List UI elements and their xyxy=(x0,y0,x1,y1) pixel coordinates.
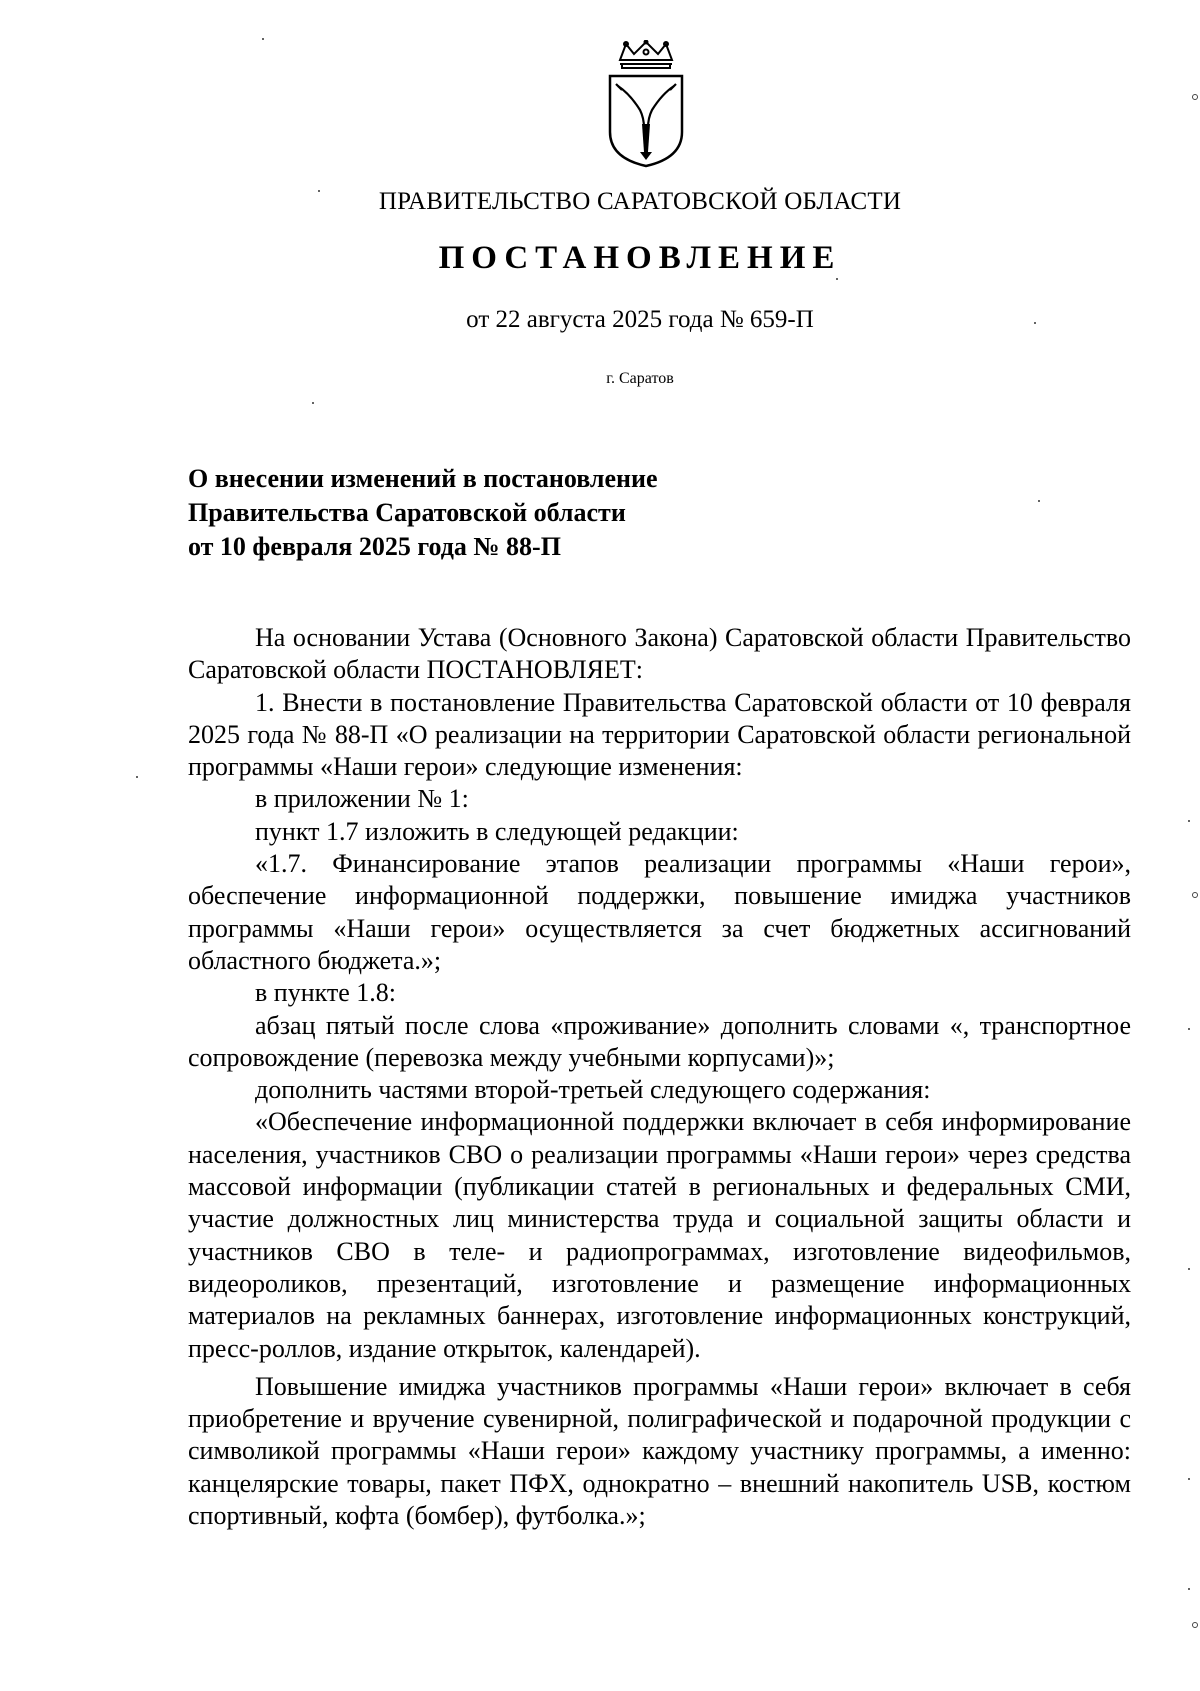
scan-speck xyxy=(318,190,320,192)
body-paragraph: На основании Устава (Основного Закона) Саратовской области Правительство Саратовской области ПОСТАНОВЛЯЕТ: xyxy=(188,623,1131,685)
scan-speck xyxy=(1038,500,1040,502)
scan-speck xyxy=(1188,1588,1190,1590)
body-paragraph: абзац пятый после слова «проживание» дополнить словами «, транспортное сопровождение (перевозка между учебными корпусами)»; xyxy=(188,1010,1131,1072)
scan-speck xyxy=(262,38,264,40)
document-body xyxy=(188,622,1131,1532)
scan-speck xyxy=(1188,1028,1190,1030)
scan-speck xyxy=(312,402,314,404)
body-paragraph: «1.7. Финансирование этапов реализации программы «Наши герои», обеспечение информационной поддержки, повышение имиджа участников программы «Наши герои» осуществляется за счет бюджетных ассигнований областного бюджета.»; xyxy=(188,849,1131,975)
scan-speck xyxy=(1188,820,1190,822)
subject-line: от 10 февраля 2025 года № 88-П xyxy=(188,532,561,561)
scan-speck xyxy=(1188,1478,1190,1480)
document-date-number: от 22 августа 2025 года № 659-П xyxy=(466,306,814,333)
organization-name: ПРАВИТЕЛЬСТВО САРАТОВСКОЙ ОБЛАСТИ xyxy=(378,188,902,215)
document-subject xyxy=(188,462,658,564)
scan-speck xyxy=(1034,322,1036,324)
document-type-title: ПОСТАНОВЛЕНИЕ xyxy=(438,240,842,276)
scan-hole xyxy=(1192,892,1198,898)
body-paragraph: в приложении № 1: xyxy=(255,784,469,814)
body-paragraph: дополнить частями второй-третьей следующего содержания: xyxy=(255,1075,931,1105)
document-city: г. Саратов xyxy=(606,370,674,387)
scan-speck xyxy=(836,278,838,280)
body-paragraph: 1. Внести в постановление Правительства Саратовской области от 10 февраля 2025 года № 88-П «О реализации на территории Саратовской области региональной программы «Наши герои» следующие изменения: xyxy=(188,687,1131,782)
body-paragraph: Повышение имиджа участников программы «Наши герои» включает в себя приобретение и вручение сувенирной, полиграфической и подарочной продукции с символикой программы «Наши герои» каждому участнику программы, а именно: канцелярские товары, пакет ПФХ, однократно – внешний накопитель USB, костюм спортивный, кофта (бомбер), футболка.»; xyxy=(188,1371,1131,1531)
scan-hole xyxy=(1192,1622,1198,1628)
scan-speck xyxy=(1188,1268,1190,1270)
body-paragraph: в пункте 1.8: xyxy=(255,978,397,1008)
subject-line: Правительства Саратовской области xyxy=(188,498,626,527)
scan-speck xyxy=(136,776,138,778)
body-paragraph: пункт 1.7 изложить в следующей редакции: xyxy=(255,816,739,846)
scan-hole xyxy=(1192,94,1198,100)
subject-line: О внесении изменений в постановление xyxy=(188,464,658,493)
coat-of-arms-icon xyxy=(606,40,686,168)
body-paragraph: «Обеспечение информационной поддержки включает в себя информирование населения, участников СВО о реализации программы «Наши герои» через средства массовой информации (публикации статей в региональных и федеральных СМИ, участие должностных лиц министерства труда и социальной защиты области и участников СВО в теле- и радиопрограммах, изготовление видеофильмов, видеороликов, презентаций, изготовление и размещение информационных материалов на рекламных баннерах, изготовление информационных конструкций, пресс-роллов, издание открыток, календарей). xyxy=(188,1107,1131,1363)
